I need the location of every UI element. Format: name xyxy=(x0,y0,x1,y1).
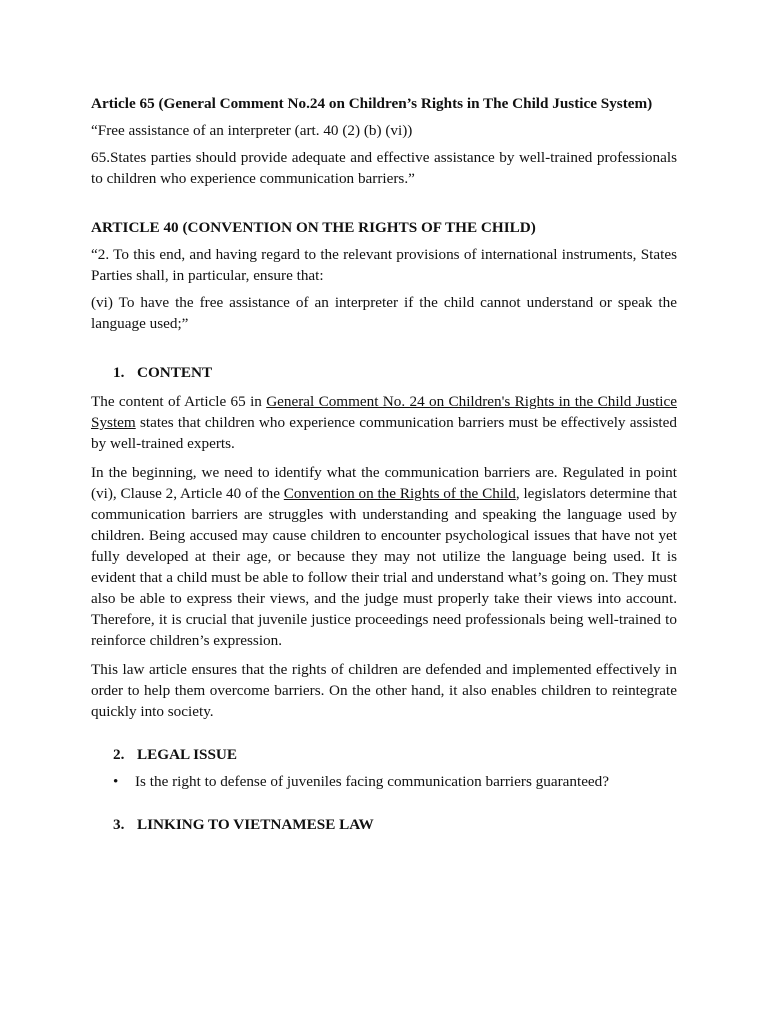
section-number: 3. xyxy=(113,816,125,833)
quote-heading: “Free assistance of an interpreter (art. 40 (2) (b) (vi)) xyxy=(91,122,413,139)
section-title: LEGAL ISSUE xyxy=(137,746,238,763)
document-title: Article 65 (General Comment No.24 on Children’s Rights in The Child Justice System) xyxy=(91,95,653,112)
section-number: 1. xyxy=(113,364,125,381)
convention-link[interactable]: Convention on the Rights of the Child xyxy=(283,485,516,502)
article40-heading: ARTICLE 40 (CONVENTION ON THE RIGHTS OF THE CHILD) xyxy=(91,219,536,236)
content-paragraph-3: This law article ensures that the rights of children are defended and implemented effectively in order to help them overcome barriers. On the other hand, it also enables children to reintegrate quickly into society. xyxy=(91,661,677,720)
document-page xyxy=(91,93,677,835)
content-paragraph-1: The content of Article 65 in General Comment No. 24 on Children's Rights in the Child Justice System states that children who experience communication barriers must be effectively assisted by well-trained experts. xyxy=(91,393,677,452)
general-comment-link[interactable]: General Comment No. 24 on Children's Rights in the Child Justice System xyxy=(91,393,677,431)
section-vietnamese-law-heading xyxy=(91,814,677,835)
content-paragraph-2: In the beginning, we need to identify what the communication barriers are. Regulated in point (vi), Clause 2, Article 40 of the Convention on the Rights of the Child, legislators determine that communication barriers are struggles with understanding and speaking the language used by children. Being accused may cause children to encounter psychological issues that have not yet fully developed at their age, or because they may not utilize the language being used. It is evident that a child must be able to follow their trial and understand what’s going on. They must also be able to express their views, and the judge must properly take their views into account. Therefore, it is crucial that juvenile justice proceedings need professionals being well-trained to reinforce children’s expression. xyxy=(91,464,677,649)
quote-body: 65.States parties should provide adequate and effective assistance by well-trained professionals to children who experience communication barriers.” xyxy=(91,149,677,187)
bullet-text: Is the right to defense of juveniles facing communication barriers guaranteed? xyxy=(135,773,610,790)
section-legal-issue-heading xyxy=(91,744,677,765)
bullet-icon: • xyxy=(113,773,119,790)
section-content-heading xyxy=(91,362,677,383)
article40-paragraph-2: (vi) To have the free assistance of an interpreter if the child cannot understand or speak the language used;” xyxy=(91,294,677,332)
section-title: CONTENT xyxy=(137,364,213,381)
section-number: 2. xyxy=(113,746,125,763)
legal-issue-bullet xyxy=(91,771,677,792)
section-title: LINKING TO VIETNAMESE LAW xyxy=(137,816,374,833)
article40-paragraph-1: “2. To this end, and having regard to the relevant provisions of international instruments, States Parties shall, in particular, ensure that: xyxy=(91,246,677,284)
